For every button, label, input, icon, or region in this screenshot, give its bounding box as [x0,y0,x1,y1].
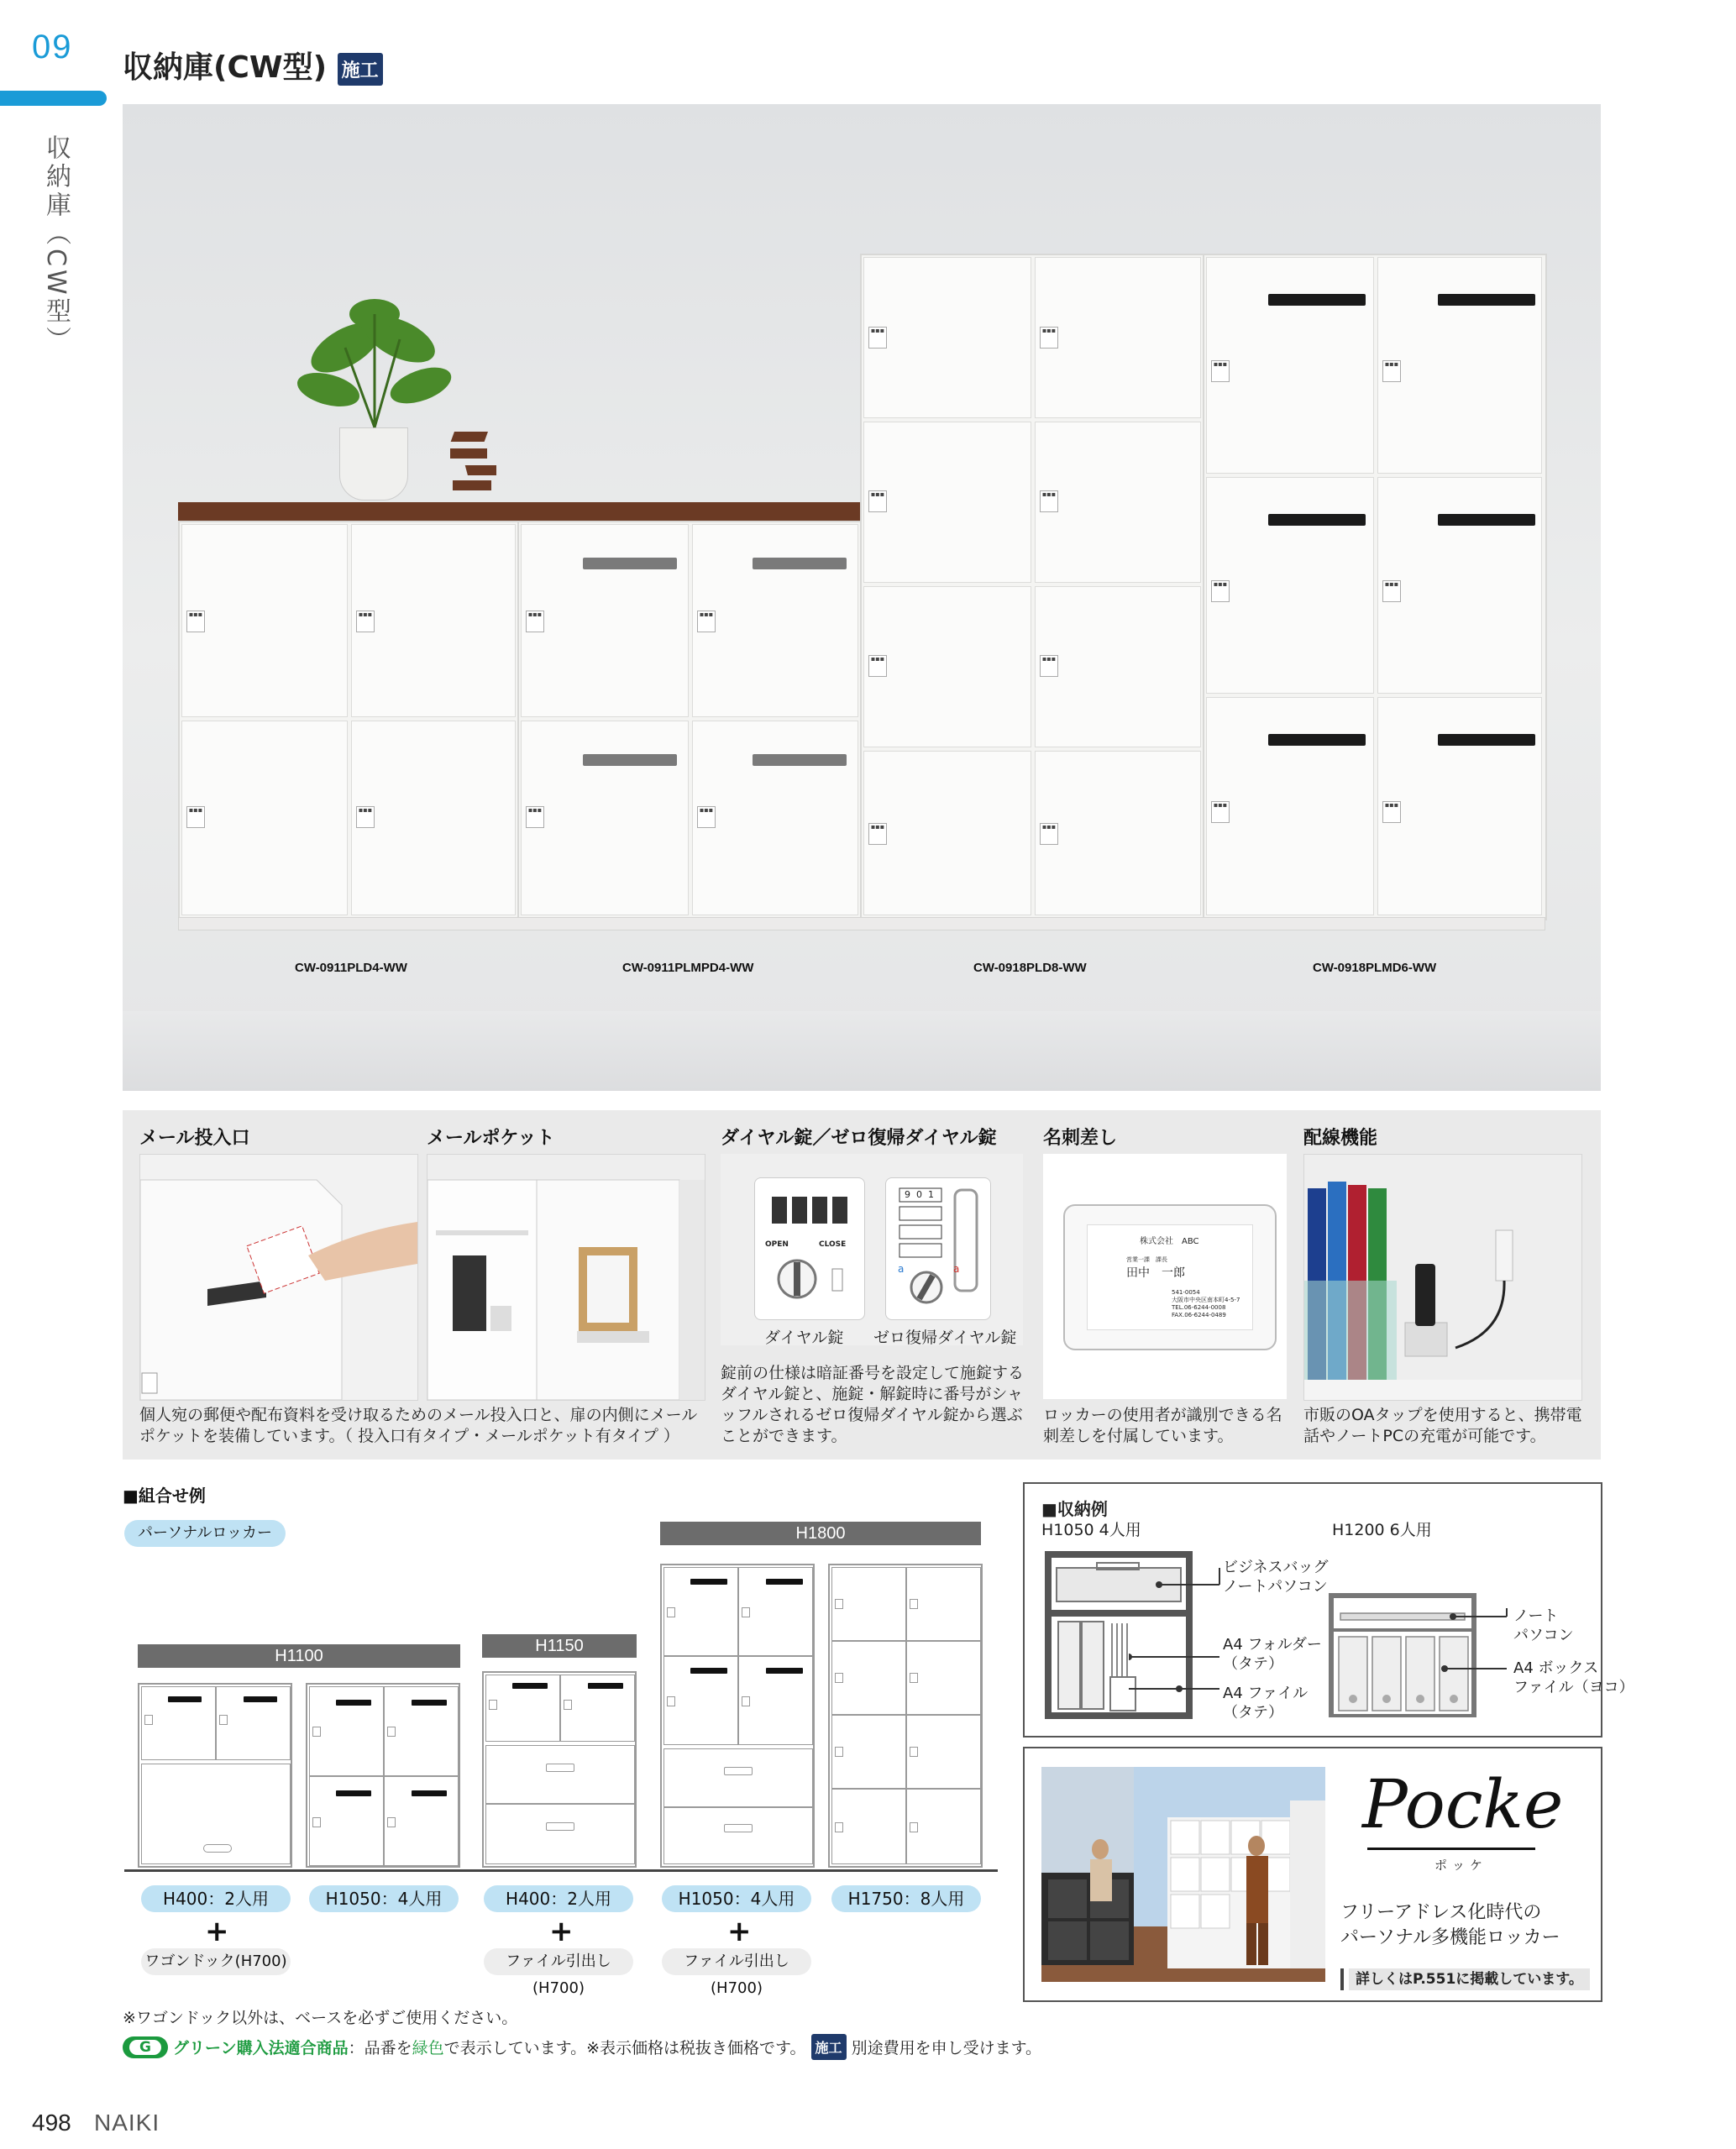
dial-lock-caption: ダイヤル錠 [764,1329,844,1345]
dial-lock-icon: ▪▪▪ [1211,580,1230,602]
lock-icon [312,1727,321,1737]
mail-slot [1438,514,1535,526]
locker-door [863,257,1031,418]
mail-slot [512,1683,548,1689]
lock-icon [144,1715,153,1725]
dial-lock-icon: ▪▪▪ [1040,823,1058,845]
floor [123,1011,1601,1091]
lock-icon [219,1715,228,1725]
locker-door [692,524,858,717]
green-word: 緑色 [412,2039,444,2057]
plus-sign: + [727,1915,752,1948]
side-title: 収納庫（CW型） [41,134,71,355]
file-drawer [485,1804,635,1864]
locker-door [521,524,689,717]
mail-slot [766,1579,803,1585]
mail-slot [583,754,677,766]
storage-item: A4 ファイル （タテ） [1223,1685,1309,1722]
combo-drawing-2 [482,1671,637,1868]
lock-icon [910,1822,918,1832]
dial-open-label: OPEN [765,1240,789,1249]
wiring-photo [1303,1154,1582,1401]
lock-icon [742,1696,750,1706]
zero-lock-caption: ゼロ復帰ダイヤル錠 [873,1329,1017,1345]
model-label: CW-0918PLMD6-WW [1313,961,1437,975]
drawer-handle [724,1767,753,1775]
storage-title: ■収納例 [1041,1499,1108,1519]
pocke-photo [1041,1767,1325,1982]
badge-text: 別途費用を申し受けます。 [851,2039,1042,2057]
namecard-feature-text: ロッカーの使用者が識別できる名刺差しを付属しています。 [1043,1406,1282,1445]
mail-slot [588,1683,623,1689]
cabinet-cw0911pld4 [178,521,521,920]
dial-lock-icon: ▪▪▪ [868,823,887,845]
mail-slot [690,1668,727,1674]
base-label: ワゴンドック(H700) [141,1948,291,1975]
locker-door [1377,257,1542,474]
name-card-photo [1043,1154,1287,1399]
storage-example-box [1023,1482,1634,1738]
green-text: で表示しています。※表示価格は税抜き価格です。 [443,2039,806,2057]
dial-lock-icon: ▪▪▪ [526,806,544,828]
locker-door [181,721,348,915]
chapter-number: 09 [32,29,73,66]
mail-slot [412,1790,447,1796]
dial-lock-icon: ▪▪▪ [1382,801,1401,823]
lock-icon [489,1700,497,1710]
height-bar: H1100 [138,1644,460,1668]
dial-lock-icon: ▪▪▪ [697,611,716,632]
mail-slot [583,558,677,569]
dial-lock-icon: ▪▪▪ [356,611,375,632]
pocke-reading: ポッケ [1434,1858,1488,1873]
personal-locker-tag: パーソナルロッカー [124,1520,286,1547]
business-card [1087,1224,1253,1330]
plus-sign: + [205,1915,229,1948]
locker-door [1206,477,1374,694]
card-fax: FAX.06-6244-0489 [1172,1312,1226,1318]
dial-lock-icon: ▪▪▪ [1211,801,1230,823]
model-label: CW-0911PLD4-WW [295,961,407,975]
locker-door [863,586,1031,747]
mail-slot [168,1696,202,1702]
page-title [123,44,383,86]
lock-icon [835,1822,843,1832]
card-addr: 大阪市中央区南本町4-5-7 [1172,1297,1240,1303]
dial-lock-icon: ▪▪▪ [697,806,716,828]
pocke-link-text: 詳しくはP.551に掲載しています。 [1356,1971,1583,1988]
storage-item: A4 ボックス ファイル（ヨコ） [1513,1659,1634,1696]
dial-lock-icon: ▪▪▪ [1040,327,1058,349]
locker-unit [138,1683,292,1868]
mail-slot [766,1668,803,1674]
pocke-ad-box [1023,1747,1602,2002]
dial-lock-icon: ▪▪▪ [1211,360,1230,382]
storage-item: ノート パソコン [1513,1607,1574,1644]
combos-title: ■組合せ例 [123,1486,206,1506]
pocke-link[interactable] [1349,1968,1590,1990]
floor-line [124,1869,998,1872]
svg-text:a: a [898,1263,905,1275]
storage-left-leaders [1129,1551,1221,1719]
lock-icon [667,1696,675,1706]
lock-icon [910,1673,918,1683]
file-drawer [485,1745,635,1804]
green-mark-icon: G [123,2036,168,2058]
feature-heading: メールポケット [427,1128,555,1149]
zero-return-lock-icon [885,1177,991,1320]
feature-heading: ダイヤル錠／ゼロ復帰ダイヤル錠 [721,1128,997,1149]
construction-badge: 施工 [811,2034,847,2060]
height-bar: H1800 [660,1522,981,1545]
lock-icon [387,1727,396,1737]
mail-slot [1268,734,1366,746]
dial-lock-icon: ▪▪▪ [868,327,887,349]
locker-door [1035,422,1201,583]
dial-feature-text: 錠前の仕様は暗証番号を設定して施錠するダイヤル錠と、施錠・解錠時に番号がシャッフルされるゼロ復帰ダイヤル錠から選ぶことができます。 [721,1364,1025,1445]
mail-feature-text: 個人宛の郵便や配布資料を受け取るためのメール投入口と、扉の内側にメールポケットを装備しています。（ 投入口有タイプ・メールポケット有タイプ ） [139,1406,698,1445]
locker-door [1377,477,1542,694]
base-label: ファイル引出し(H700) [484,1948,633,1975]
green-text: ：品番を [348,2039,412,2057]
card-tel: TEL.06-6244-0008 [1172,1304,1226,1311]
drawer-handle [546,1764,574,1772]
cabinet-cw0911plmpd4 [517,521,863,920]
combo-label: H1050：4人用 [662,1885,811,1912]
locker-door [1035,586,1201,747]
storage-left-label: H1050 4人用 [1041,1521,1141,1539]
locker-door [351,524,516,717]
locker-door [1206,257,1374,474]
dial-lock-icon: ▪▪▪ [1382,580,1401,602]
feature-heading: 配線機能 [1303,1128,1378,1149]
dial-lock-photos [721,1154,1023,1345]
construction-badge: 施工 [338,53,383,86]
zero-digit: 1 [928,1189,934,1200]
mail-slot [1438,734,1535,746]
wood-ornament [446,432,496,492]
cabinet-cw0918plmd6 [1203,254,1547,920]
locker-door [1206,697,1374,915]
mail-slot-photo [139,1154,418,1401]
plant-pot [339,427,408,501]
lock-icon [835,1747,843,1757]
base-note: ※ワゴンドック以外は、ベースを必ずご使用ください。 [123,2009,518,2027]
lock-icon [564,1700,572,1710]
lock-icon [312,1817,321,1827]
brand-name: NAIKI [94,2110,160,2136]
dial-lock-icon: ▪▪▪ [186,806,205,828]
dial-lock-icon: ▪▪▪ [526,611,544,632]
dial-lock-icon: ▪▪▪ [868,490,887,512]
lock-icon [910,1599,918,1609]
locker-door [1035,751,1201,915]
storage-right-label: H1200 6人用 [1332,1521,1432,1539]
dial-close-label: CLOSE [819,1240,847,1249]
dial-lock-icon: ▪▪▪ [1040,490,1058,512]
wood-top [178,502,860,521]
storage-item: ビジネスバッグ ノートパソコン [1223,1559,1329,1596]
mail-slot [1268,294,1366,306]
mail-slot [336,1790,371,1796]
height-bar: H1150 [482,1634,637,1658]
base-label: ファイル引出し(H700) [662,1948,811,1975]
dial-lock-icon: ▪▪▪ [186,611,205,632]
dial-lock-icon: ▪▪▪ [356,806,375,828]
mail-slot [244,1696,277,1702]
dial-lock-icon: ▪▪▪ [1382,360,1401,382]
combo-drawing-4 [828,1564,983,1868]
pocke-link-bar [1340,1968,1344,1990]
card-name: 田中 一郎 [1126,1266,1185,1280]
file-drawer [663,1807,813,1864]
card-dept: 営業一課 課長 [1126,1256,1167,1263]
lock-icon [910,1747,918,1757]
feature-heading: 名刺差し [1043,1128,1118,1149]
features-panel [123,1110,1601,1460]
pocke-logo: Pocke [1362,1765,1564,1843]
combo-label: H1050：4人用 [309,1885,459,1912]
page-number: 498 [32,2110,71,2136]
dial-lock-icon [754,1177,865,1320]
cabinet-base [178,917,1545,930]
locker-unit [306,1683,460,1868]
wagon-handle [203,1844,232,1853]
dial-lock-icon: ▪▪▪ [1040,655,1058,677]
locker-door [521,721,689,915]
combo-label: H400：2人用 [141,1885,291,1912]
combo-drawing-3 [660,1564,815,1868]
lock-icon [667,1607,675,1617]
zero-digit: 0 [916,1189,922,1200]
lock-icon [742,1607,750,1617]
zero-digit: 9 [905,1189,910,1200]
chapter-tab-bar [0,91,107,106]
green-purchase-note [123,2034,1041,2060]
drawer-handle [724,1824,753,1832]
mail-slot [1438,294,1535,306]
card-zip: 541-0054 [1172,1289,1200,1296]
green-label: グリーン購入法適合商品 [173,2039,349,2057]
locker-door [692,721,858,915]
mail-slot [336,1700,371,1706]
card-holder [1063,1204,1277,1350]
locker-door [1035,257,1201,418]
pocke-tagline: パーソナル多機能ロッカー [1340,1927,1560,1948]
storage-right-leaders [1419,1593,1512,1677]
feature-heading: メール投入口 [139,1128,250,1149]
card-address [1172,1289,1240,1319]
combo-label: H1750：8人用 [831,1885,981,1912]
file-drawer [663,1748,813,1807]
mail-slot [1268,514,1366,526]
page-title-text: 収納庫(CW型) [123,50,328,85]
wiring-feature-text: 市販のOAタップを使用すると、携帯電話やノートPCの充電が可能です。 [1303,1406,1582,1445]
locker-door [863,751,1031,915]
mail-slot [690,1579,727,1585]
storage-item: A4 フォルダー （タテ） [1223,1636,1322,1673]
card-company: 株式会社 ABC [1140,1237,1199,1246]
locker-door [1377,697,1542,915]
lock-icon [835,1599,843,1609]
mail-pocket-photo [427,1154,705,1401]
plus-sign: + [549,1915,574,1948]
lock-icon [387,1817,396,1827]
plant-leaves [295,297,454,432]
mail-slot [753,558,847,569]
mail-slot [753,754,847,766]
cabinet-cw0918pld8 [860,254,1206,920]
locker-door [351,721,516,915]
combo-label: H400：2人用 [484,1885,633,1912]
lock-icon [835,1673,843,1683]
pocke-underline [1367,1848,1535,1850]
dial-lock-icon: ▪▪▪ [868,655,887,677]
pocke-tagline: フリーアドレス化時代の [1340,1902,1542,1923]
locker-door [863,422,1031,583]
drawer-handle [546,1822,574,1831]
mail-slot [412,1700,447,1706]
model-label: CW-0918PLD8-WW [973,961,1087,975]
svg-text:a: a [953,1263,960,1275]
model-label: CW-0911PLMPD4-WW [622,961,754,975]
locker-door [181,524,348,717]
hero-photo [123,104,1601,1091]
